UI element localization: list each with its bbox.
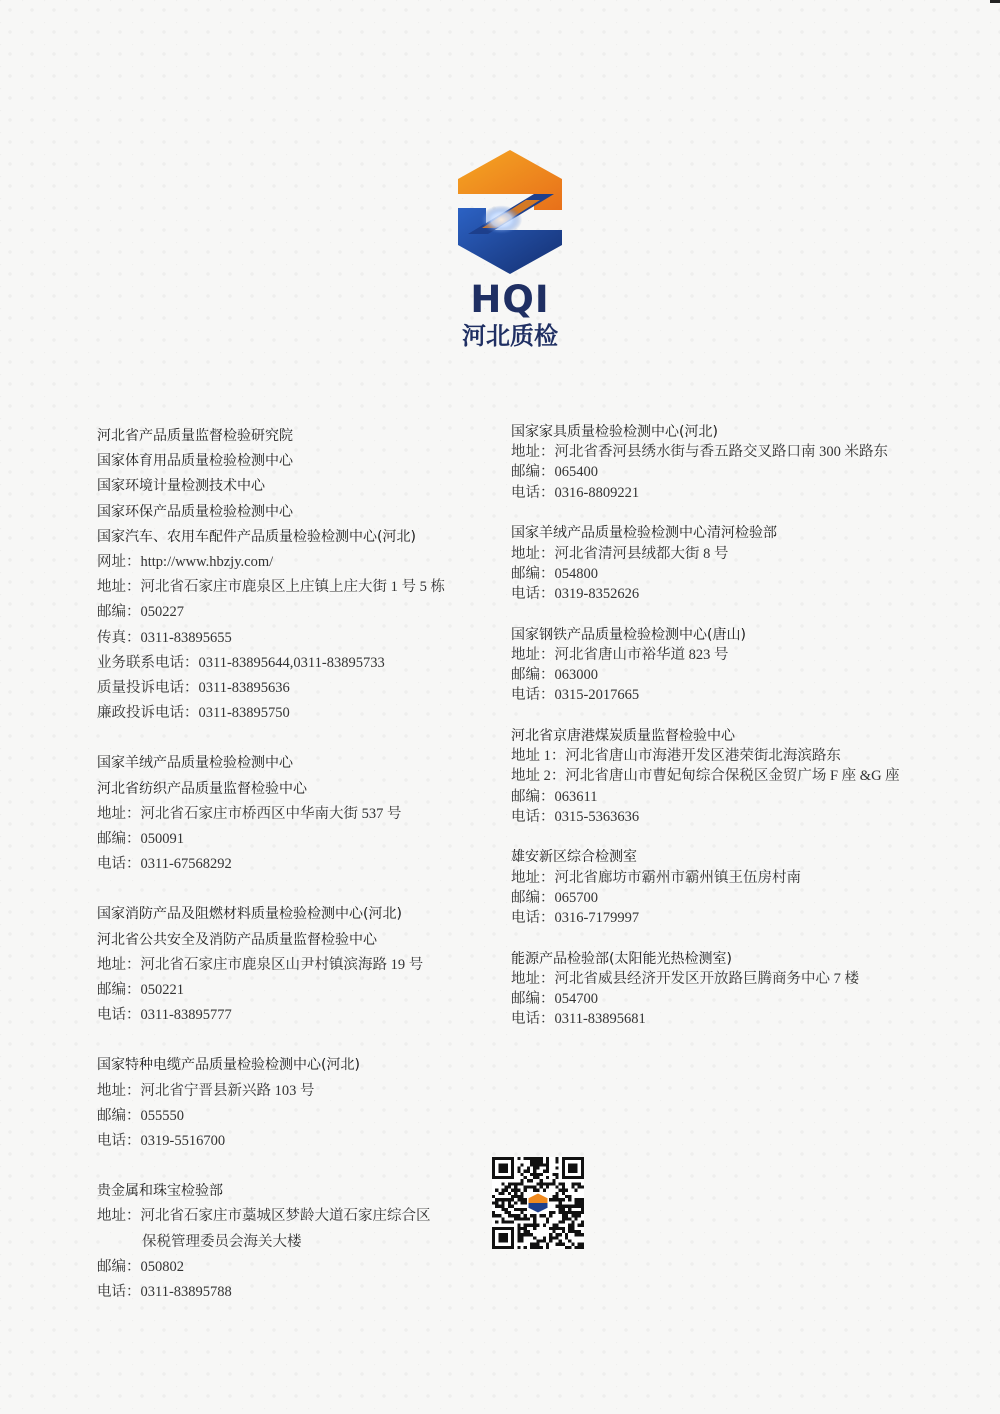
energy-dept-block: [511, 949, 951, 1030]
phone: 电话：0315-5363636: [511, 808, 640, 825]
postcode: 邮编：054800: [511, 565, 598, 582]
institute-main-block: [97, 424, 487, 726]
logo-text-cn: 河北质检: [462, 322, 558, 350]
postcode: 邮编：063000: [511, 667, 598, 684]
address: 地址：河北省唐山市裕华道 823 号: [511, 646, 729, 663]
phone: 电话：0311-67568292: [97, 856, 232, 873]
integrity-complaint-phone: 廉政投诉电话：0311-83895750: [97, 705, 290, 722]
cable-center-block: [97, 1053, 487, 1154]
phone: 电话：0311-83895788: [97, 1284, 232, 1301]
right-column: [511, 422, 951, 1030]
postcode: 邮编：050221: [97, 982, 184, 999]
address-continued: 保税管理委员会海关大楼: [142, 1233, 302, 1250]
postcode: 邮编：065400: [511, 464, 598, 481]
website-link[interactable]: 网址：http://www.hbzjy.com/: [97, 554, 274, 571]
postcode: 邮编：050802: [97, 1258, 184, 1275]
org-name: 国家羊绒产品质量检验检测中心: [97, 755, 293, 772]
org-name: 国家汽车、农用车配件产品质量检验检测中心(河北): [97, 528, 416, 545]
fax: 传真：0311-83895655: [97, 629, 232, 646]
org-name: 河北省公共安全及消防产品质量监督检验中心: [97, 931, 377, 948]
address: 地址：河北省石家庄市藁城区梦龄大道石家庄综合区: [97, 1208, 431, 1225]
org-name: 国家环保产品质量检验检测中心: [97, 503, 293, 520]
postcode: 邮编：065700: [511, 889, 598, 906]
address: 地址：河北省廊坊市霸州市霸州镇王伍房村南: [511, 869, 801, 886]
furniture-center-block: [511, 422, 951, 503]
org-name: 河北省京唐港煤炭质量监督检验中心: [511, 727, 735, 744]
hqi-logo: [448, 148, 572, 358]
phone: 电话：0319-8352626: [511, 585, 640, 602]
org-name: 能源产品检验部(太阳能光热检测室): [511, 950, 732, 967]
org-name: 国家特种电缆产品质量检验检测中心(河北): [97, 1057, 360, 1074]
quality-complaint-phone: 质量投诉电话：0311-83895636: [97, 680, 290, 697]
org-name: 雄安新区综合检测室: [511, 849, 637, 866]
org-name: 贵金属和珠宝检验部: [97, 1183, 223, 1200]
address-2: 地址 2：河北省唐山市曹妃甸综合保税区金贸广场 F 座 &G 座: [511, 768, 900, 785]
address: 地址：河北省威县经济开发区开放路巨腾商务中心 7 楼: [511, 970, 859, 987]
jewelry-dept-block: [97, 1179, 487, 1305]
qr-code-icon[interactable]: [492, 1157, 584, 1249]
business-phone: 业务联系电话：0311-83895644,0311-83895733: [97, 654, 385, 671]
xiongan-lab-block: [511, 847, 951, 928]
postcode: 邮编：054700: [511, 991, 598, 1008]
address: 地址：河北省石家庄市桥西区中华南大街 537 号: [97, 805, 402, 822]
org-name: 河北省产品质量监督检验研究院: [97, 428, 293, 444]
steel-center-block: [511, 625, 951, 706]
postcode: 邮编：050227: [97, 604, 184, 621]
address: 地址：河北省石家庄市鹿泉区山尹村镇滨海路 19 号: [97, 956, 424, 973]
org-name: 国家羊绒产品质量检验检测中心清河检验部: [511, 525, 777, 542]
postcode: 邮编：063611: [511, 788, 598, 805]
org-name: 河北省纺织产品质量监督检验中心: [97, 780, 307, 797]
address: 地址：河北省清河县绒都大街 8 号: [511, 545, 729, 562]
phone: 电话：0319-5516700: [97, 1133, 226, 1150]
fire-products-center-block: [97, 902, 487, 1028]
phone: 电话：0311-83895681: [511, 1011, 646, 1028]
cashmere-center-block: [97, 751, 487, 877]
hqi-hexagon-logo-icon: [448, 148, 572, 278]
address: 地址：河北省宁晋县新兴路 103 号: [97, 1082, 315, 1099]
org-name: 国家消防产品及阻燃材料质量检验检测中心(河北): [97, 906, 402, 923]
coal-center-block: [511, 726, 951, 827]
phone: 电话：0311-83895777: [97, 1007, 232, 1024]
scan-edge-mark: [990, 0, 1000, 3]
address-1: 地址 1：河北省唐山市海港开发区港荣街北海滨路东: [511, 748, 841, 765]
org-name: 国家环境计量检测技术中心: [97, 478, 265, 495]
phone: 电话：0315-2017665: [511, 687, 640, 704]
phone: 电话：0316-7179997: [511, 910, 640, 927]
org-name: 国家家具质量检验检测中心(河北): [511, 424, 718, 440]
qinghe-dept-block: [511, 523, 951, 604]
phone: 电话：0316-8809221: [511, 484, 640, 501]
address: 地址：河北省香河县绣水街与香五路交叉路口南 300 米路东: [511, 444, 888, 461]
left-column: [97, 424, 487, 1305]
postcode: 邮编：050091: [97, 831, 184, 848]
address: 地址：河北省石家庄市鹿泉区上庄镇上庄大街 1 号 5 栋: [97, 579, 445, 596]
postcode: 邮编：055550: [97, 1107, 184, 1124]
org-name: 国家体育用品质量检验检测中心: [97, 453, 293, 470]
org-name: 国家钢铁产品质量检验检测中心(唐山): [511, 626, 746, 643]
logo-text-en: HQI: [470, 278, 550, 321]
